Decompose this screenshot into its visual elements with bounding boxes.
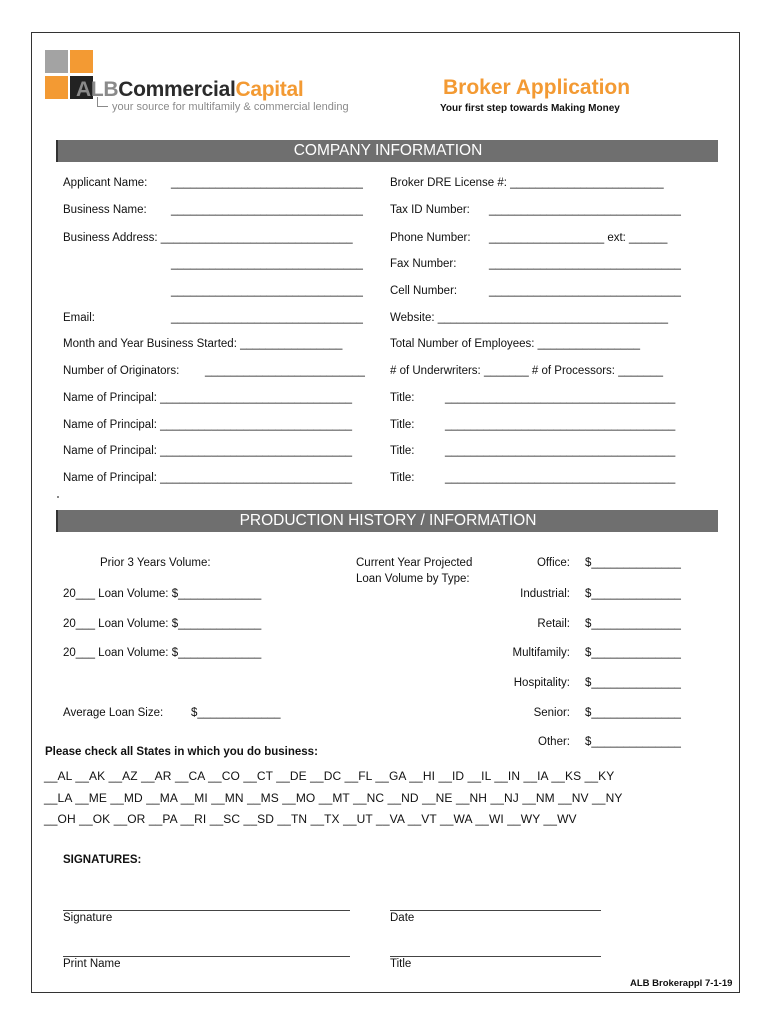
type-retail-label: Retail: [537, 618, 570, 630]
loan-volume-field[interactable]: 20___ Loan Volume: $_____________ [63, 647, 262, 659]
logo-commercial: Commercial [118, 78, 236, 101]
business-address-field[interactable]: Business Address: ______________________________ [63, 232, 353, 244]
principal-title-field[interactable]: ____________________________________ [445, 472, 676, 484]
logo-alb: ALB [76, 78, 119, 101]
current-volume-label-1: Current Year Projected [356, 557, 473, 569]
type-hospitality-field[interactable]: $______________ [585, 677, 681, 689]
principal-name-field[interactable]: Name of Principal: ______________________________ [63, 419, 353, 431]
cell-label: Cell Number: [390, 285, 458, 297]
principal-title-label: Title: [390, 445, 415, 457]
month-year-started-field[interactable]: Month and Year Business Started: ________________ [63, 338, 343, 350]
originators-field[interactable]: _________________________ [205, 365, 365, 377]
logo-tagline: your source for multifamily & commercial lending [112, 101, 349, 113]
title-line[interactable] [390, 956, 601, 957]
signatures-heading: SIGNATURES: [63, 854, 142, 866]
states-row-3[interactable]: __OH __OK __OR __PA __RI __SC __SD __TN __TX __UT __VA __VT __WA __WI __WY __WV [44, 812, 577, 826]
principal-title-label: Title: [390, 392, 415, 404]
broker-dre-field[interactable]: Broker DRE License #: ________________________ [390, 177, 664, 189]
page-title: Broker Application [443, 76, 631, 99]
cell-field[interactable]: ______________________________ [489, 285, 681, 297]
principal-name-field[interactable]: Name of Principal: ______________________________ [63, 445, 353, 457]
business-name-label: Business Name: [63, 204, 147, 216]
principal-title-field[interactable]: ____________________________________ [445, 419, 676, 431]
signature-line[interactable] [63, 910, 350, 911]
logo-square-orange-top [70, 50, 93, 73]
email-label: Email: [63, 312, 95, 324]
current-volume-label-2: Loan Volume by Type: [356, 573, 470, 585]
total-employees-field[interactable]: Total Number of Employees: ________________ [390, 338, 640, 350]
business-address-line-3[interactable]: ______________________________ [171, 285, 363, 297]
logo-square-orange-mid [45, 76, 68, 99]
fax-label: Fax Number: [390, 258, 457, 270]
tax-id-field[interactable]: ______________________________ [489, 204, 681, 216]
type-office-label: Office: [536, 557, 570, 569]
type-retail-field[interactable]: $______________ [585, 618, 681, 630]
phone-field[interactable]: __________________ ext: ______ [489, 232, 668, 244]
states-row-2[interactable]: __LA __ME __MD __MA __MI __MN __MS __MO __MT __NC __ND __NE __NH __NJ __NM __NV __NY [44, 791, 623, 805]
tagline-hook [97, 97, 108, 107]
logo-capital: Capital [235, 78, 304, 101]
stray-dot [57, 496, 59, 498]
type-hospitality-label: Hospitality: [513, 677, 570, 689]
form-code: ALB Brokerappl 7-1-19 [630, 978, 733, 989]
type-other-field[interactable]: $______________ [585, 736, 681, 748]
principal-title-field[interactable]: ____________________________________ [445, 445, 676, 457]
type-office-field[interactable]: $______________ [585, 557, 681, 569]
type-multifamily-label: Multifamily: [512, 647, 570, 659]
business-address-line-2[interactable]: ______________________________ [171, 258, 363, 270]
type-senior-label: Senior: [533, 707, 570, 719]
average-loan-size-field[interactable]: $_____________ [191, 707, 281, 719]
type-multifamily-field[interactable]: $______________ [585, 647, 681, 659]
principal-name-field[interactable]: Name of Principal: ______________________________ [63, 392, 353, 404]
states-heading: Please check all States in which you do business: [45, 746, 318, 758]
email-field[interactable]: ______________________________ [171, 312, 363, 324]
principal-title-label: Title: [390, 472, 415, 484]
type-senior-field[interactable]: $______________ [585, 707, 681, 719]
title-label: Title [390, 958, 412, 970]
fax-field[interactable]: ______________________________ [489, 258, 681, 270]
applicant-name-label: Applicant Name: [63, 177, 148, 189]
type-industrial-field[interactable]: $______________ [585, 588, 681, 600]
states-row-1[interactable]: __AL __AK __AZ __AR __CA __CO __CT __DE __DC __FL __GA __HI __ID __IL __IN __IA __KS __KY [44, 769, 615, 783]
print-name-label: Print Name [63, 958, 121, 970]
logo-square-gray [45, 50, 68, 73]
loan-volume-field[interactable]: 20___ Loan Volume: $_____________ [63, 618, 262, 630]
business-name-field[interactable]: ______________________________ [171, 204, 363, 216]
loan-volume-field[interactable]: 20___ Loan Volume: $_____________ [63, 588, 262, 600]
applicant-name-field[interactable]: ______________________________ [171, 177, 363, 189]
page-subtitle: Your first step towards Making Money [440, 103, 620, 114]
company-section-header: COMPANY INFORMATION [56, 140, 718, 162]
principal-title-label: Title: [390, 419, 415, 431]
production-section-header: PRODUCTION HISTORY / INFORMATION [56, 510, 718, 532]
prior-volume-label: Prior 3 Years Volume: [100, 557, 211, 569]
website-field[interactable]: Website: ____________________________________ [390, 312, 668, 324]
type-industrial-label: Industrial: [520, 588, 570, 600]
principal-title-field[interactable]: ____________________________________ [445, 392, 676, 404]
underwriters-processors-field[interactable]: # of Underwriters: _______ # of Processors: _______ [390, 365, 663, 377]
date-label: Date [390, 912, 415, 924]
signature-label: Signature [63, 912, 113, 924]
print-name-line[interactable] [63, 956, 350, 957]
phone-label: Phone Number: [390, 232, 471, 244]
tax-id-label: Tax ID Number: [390, 204, 470, 216]
originators-label: Number of Originators: [63, 365, 180, 377]
average-loan-size-label: Average Loan Size: [63, 707, 164, 719]
date-line[interactable] [390, 910, 601, 911]
logo-wordmark [76, 78, 303, 102]
principal-name-field[interactable]: Name of Principal: ______________________________ [63, 472, 353, 484]
type-other-label: Other: [538, 736, 570, 748]
